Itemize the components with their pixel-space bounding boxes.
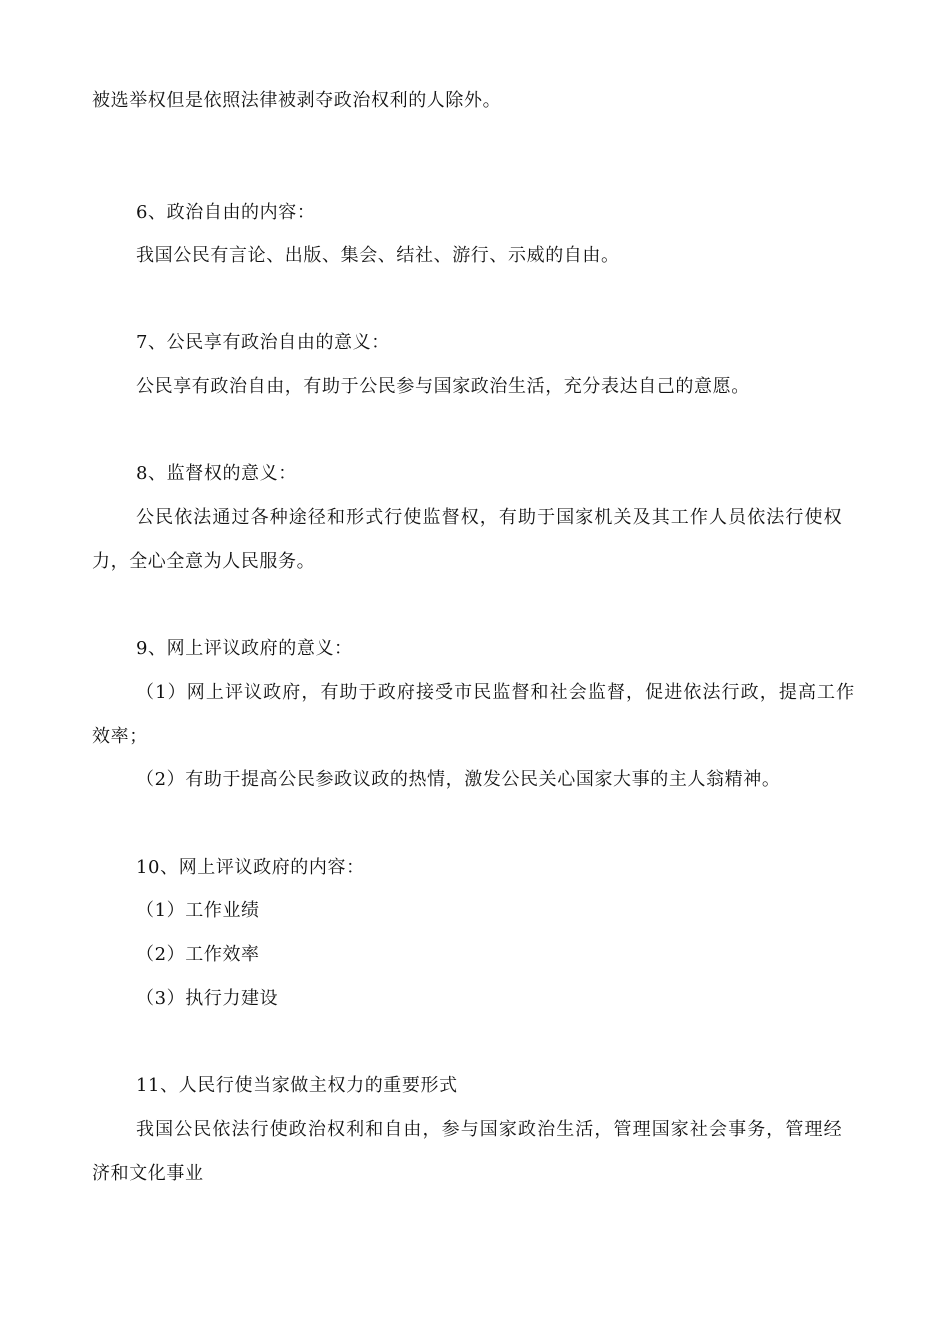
section-7-body: 公民享有政治自由，有助于公民参与国家政治生活，充分表达自己的意愿。 [136, 376, 750, 397]
section-9-item-1-line-1: （1）网上评议政府，有助于政府接受市民监督和社会监督，促进依法行政，提高工作 [136, 682, 856, 703]
section-8-body-line-1: 公民依法通过各种途径和形式行使监督权，有助于国家机关及其工作人员依法行使权 [136, 507, 843, 528]
section-10-item-2: （2）工作效率 [136, 944, 260, 965]
section-9-item-2: （2）有助于提高公民参政议政的热情，激发公民关心国家大事的主人翁精神。 [136, 769, 781, 790]
section-11-body-line-2: 济和文化事业 [92, 1163, 204, 1184]
section-6-heading: 6、政治自由的内容： [136, 202, 316, 223]
section-9-item-1-line-2: 效率； [92, 726, 148, 747]
section-9-heading: 9、网上评议政府的意义： [136, 638, 353, 659]
section-8-body-line-2: 力，全心全意为人民服务。 [92, 551, 316, 572]
section-10-item-1: （1）工作业绩 [136, 900, 260, 921]
section-10-heading: 10、网上评议政府的内容： [136, 857, 365, 878]
paragraph-continuation: 被选举权但是依照法律被剥夺政治权利的人除外。 [92, 90, 502, 111]
section-11-body-line-1: 我国公民依法行使政治权利和自由，参与国家政治生活，管理国家社会事务，管理经 [136, 1119, 843, 1140]
section-11-heading: 11、人民行使当家做主权力的重要形式 [136, 1075, 458, 1096]
section-10-item-3: （3）执行力建设 [136, 988, 279, 1009]
section-6-body: 我国公民有言论、出版、集会、结社、游行、示威的自由。 [136, 245, 620, 266]
section-8-heading: 8、监督权的意义： [136, 463, 297, 484]
section-7-heading: 7、公民享有政治自由的意义： [136, 332, 390, 353]
